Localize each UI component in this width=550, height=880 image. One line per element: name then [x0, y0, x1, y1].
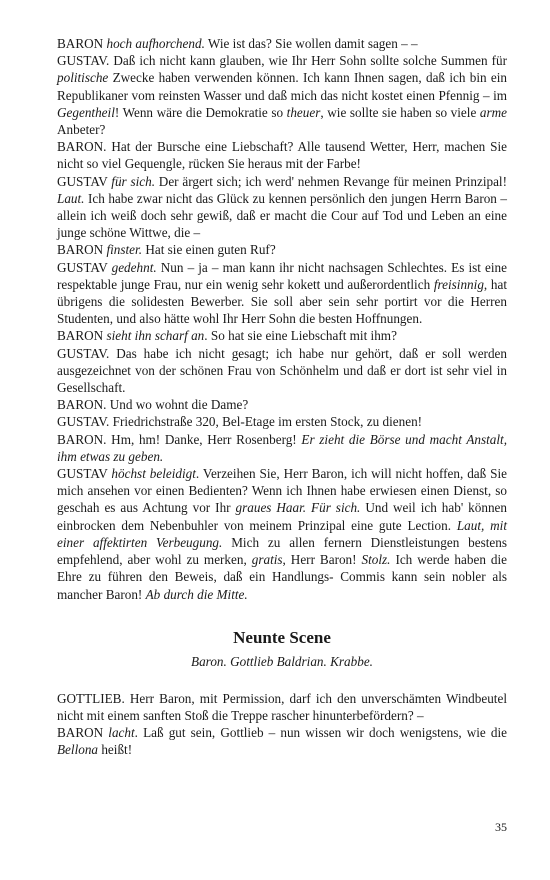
- stage-direction: freisinnig: [433, 276, 484, 292]
- stage-direction: Stolz.: [361, 552, 391, 568]
- dialogue-text: Und weil ich hab' können einbrocken dem Nebenbuhler von meinem Prinzipal eine gute Lection.: [57, 500, 507, 533]
- speaker-name: GUSTAV: [57, 173, 108, 189]
- dialogue-text: Daß ich nicht kann glauben, wie Ihr Herr Sohn sollte solche Summen für: [109, 53, 507, 69]
- speaker-name: GUSTAV.: [57, 53, 110, 69]
- dialogue-text: . Laß gut sein, Gottlieb – nun wissen wir doch wenigstens, wie die: [134, 725, 508, 741]
- dialogue-paragraph: [57, 690, 507, 724]
- book-page: [57, 35, 507, 759]
- dialogue-text: Nun – ja – man kann ihr nicht nachsagen Schlechtes. Es ist eine respektable junge Frau, nur ein wenig sehr kokett und außerordentlich: [57, 259, 508, 292]
- stage-direction: theuer: [286, 104, 321, 120]
- stage-direction: finster.: [106, 242, 143, 258]
- dialogue-paragraph: [57, 431, 507, 465]
- dialogue-paragraph: [57, 35, 507, 52]
- stage-direction: graues Haar. Für sich.: [235, 500, 361, 516]
- dialogue-text: , Herr Baron!: [282, 552, 362, 568]
- dialogue-text: Ich habe zwar nicht das Glück zu kennen persönlich den jungen Herrn Baron – allein ich weiß doch sehr gewiß, daß er macht die Cour auf Tod und Leben an eine junge schöne Wittwe, die –: [57, 190, 507, 241]
- stage-direction: Laut, mit einer affektirten Verbeugung.: [57, 517, 507, 550]
- dialogue-text: Der ärgert sich; ich werd' nehmen Revange für meinen Prinzipal!: [155, 173, 507, 189]
- speaker-name: BARON: [57, 725, 104, 741]
- stage-direction: höchst beleidigt: [111, 466, 196, 482]
- dialogue-text: Hat der Bursche eine Liebschaft? Alle tausend Wetter, Herr, machen Sie nicht so viel Gequengle, rücken Sie heraus mit der Farbe!: [57, 139, 507, 172]
- dialogue-paragraph: [57, 724, 507, 758]
- stage-direction: Gegentheil: [57, 104, 115, 120]
- speaker-name: BARON.: [57, 431, 107, 447]
- speaker-name: GUSTAV.: [57, 414, 110, 430]
- dialogue-paragraph: [57, 465, 507, 603]
- scene-title: Neunte Scene: [233, 627, 331, 647]
- dialogue-text: Friedrichstraße 320, Bel-Etage im ersten Stock, zu dienen!: [109, 414, 423, 430]
- dialogue-text: , wie sollte sie haben so viele: [320, 104, 480, 120]
- dialogue-text: . Verzeihen Sie, Herr Baron, ich will nicht hoffen, daß Sie mich ansehen vor einen Bedienten? Wenn ich Ihnen habe erwiesen einen Dienst, so geschah es aus Achtung vor Ihr: [57, 466, 508, 516]
- stage-direction: politische: [57, 70, 109, 86]
- speaker-name: BARON.: [57, 139, 107, 155]
- dialogue-text: Ich werde haben die Ehre zu führen den Beweis, daß ein Handlungs- Commis kann sein nobler als mancher Baron!: [57, 552, 507, 602]
- stage-direction: arme: [479, 104, 507, 120]
- dialogue-block-2: [57, 690, 507, 759]
- dialogue-paragraph: [57, 396, 507, 413]
- dialogue-text: Und wo wohnt die Dame?: [106, 397, 249, 413]
- stage-direction: gedehnt.: [111, 259, 157, 275]
- scene-cast: Baron. Gottlieb Baldrian. Krabbe.: [191, 653, 373, 669]
- stage-direction: lacht: [108, 725, 135, 741]
- speaker-name: GUSTAV: [57, 259, 108, 275]
- stage-direction: für sich.: [111, 173, 156, 189]
- stage-direction: gratis: [251, 552, 283, 568]
- speaker-name: GOTTLIEB.: [57, 690, 125, 706]
- stage-direction: Er zieht die Börse und macht Anstalt, ihm etwas zu geben.: [57, 431, 507, 464]
- dialogue-text: heißt!: [98, 742, 133, 758]
- dialogue-text: . So hat sie eine Liebschaft mit ihm?: [204, 328, 397, 344]
- dialogue-text: Das habe ich nicht gesagt; ich habe nur gehört, daß er soll werden ausgezeichnet von der schönen Frau von Schönhelm und daß er dort ist sehr viel in Gesellschaft.: [57, 345, 507, 396]
- dialogue-text: Mich zu allen fernern Dienstleistungen bestens empfehlend, aber wohl zu merken,: [57, 534, 507, 568]
- speaker-name: BARON: [57, 328, 104, 344]
- stage-direction: sieht ihn scharf an: [106, 328, 205, 344]
- dialogue-text: Wie ist das? Sie wollen damit sagen – –: [204, 36, 418, 51]
- dialogue-text: Anbeter?: [57, 122, 106, 138]
- speaker-name: GUSTAV.: [57, 345, 110, 361]
- dialogue-paragraph: [57, 173, 507, 242]
- dialogue-paragraph: [57, 52, 507, 138]
- dialogue-text: , hat übrigens die solidesten Bewerber. Sie soll aber sein sehr portirt vor die Herren Studenten, und also hätte wohl Ihr Herr Sohn die besten Hoffnungen.: [57, 276, 507, 327]
- dialogue-text: Hat sie einen guten Ruf?: [142, 242, 276, 258]
- dialogue-paragraph: [57, 259, 507, 328]
- speaker-name: BARON.: [57, 397, 107, 413]
- speaker-name: GUSTAV: [57, 466, 108, 482]
- stage-direction: Bellona: [57, 742, 99, 758]
- dialogue-text: Herr Baron, mit Permission, darf ich den unverschämten Windbeutel nicht mit einem sanften Stoß die Treppe rascher hinunterbefördern? –: [57, 690, 507, 723]
- stage-direction: Laut.: [57, 190, 85, 206]
- stage-direction: hoch aufhorchend.: [106, 36, 205, 51]
- dialogue-paragraph: [57, 345, 507, 397]
- dialogue-text: Hm, hm! Danke, Herr Rosenberg!: [106, 431, 302, 447]
- dialogue-text: Zwecke haben verwenden können. Ich kann Ihnen sagen, daß ich bin ein Republikaner vom reinsten Wasser und daß mich das nicht kostet einen Pfennig – im: [57, 70, 507, 103]
- page-number: 35: [495, 820, 507, 834]
- speaker-name: BARON: [57, 36, 104, 51]
- dialogue-paragraph: [57, 138, 507, 172]
- dialogue-text: ! Wenn wäre die Demokratie so: [114, 104, 287, 120]
- stage-direction: Ab durch die Mitte.: [145, 586, 248, 602]
- speaker-name: BARON: [57, 242, 104, 258]
- dialogue-paragraph: [57, 241, 507, 258]
- dialogue-paragraph: [57, 413, 507, 430]
- dialogue-block: [57, 35, 507, 603]
- dialogue-paragraph: [57, 327, 507, 344]
